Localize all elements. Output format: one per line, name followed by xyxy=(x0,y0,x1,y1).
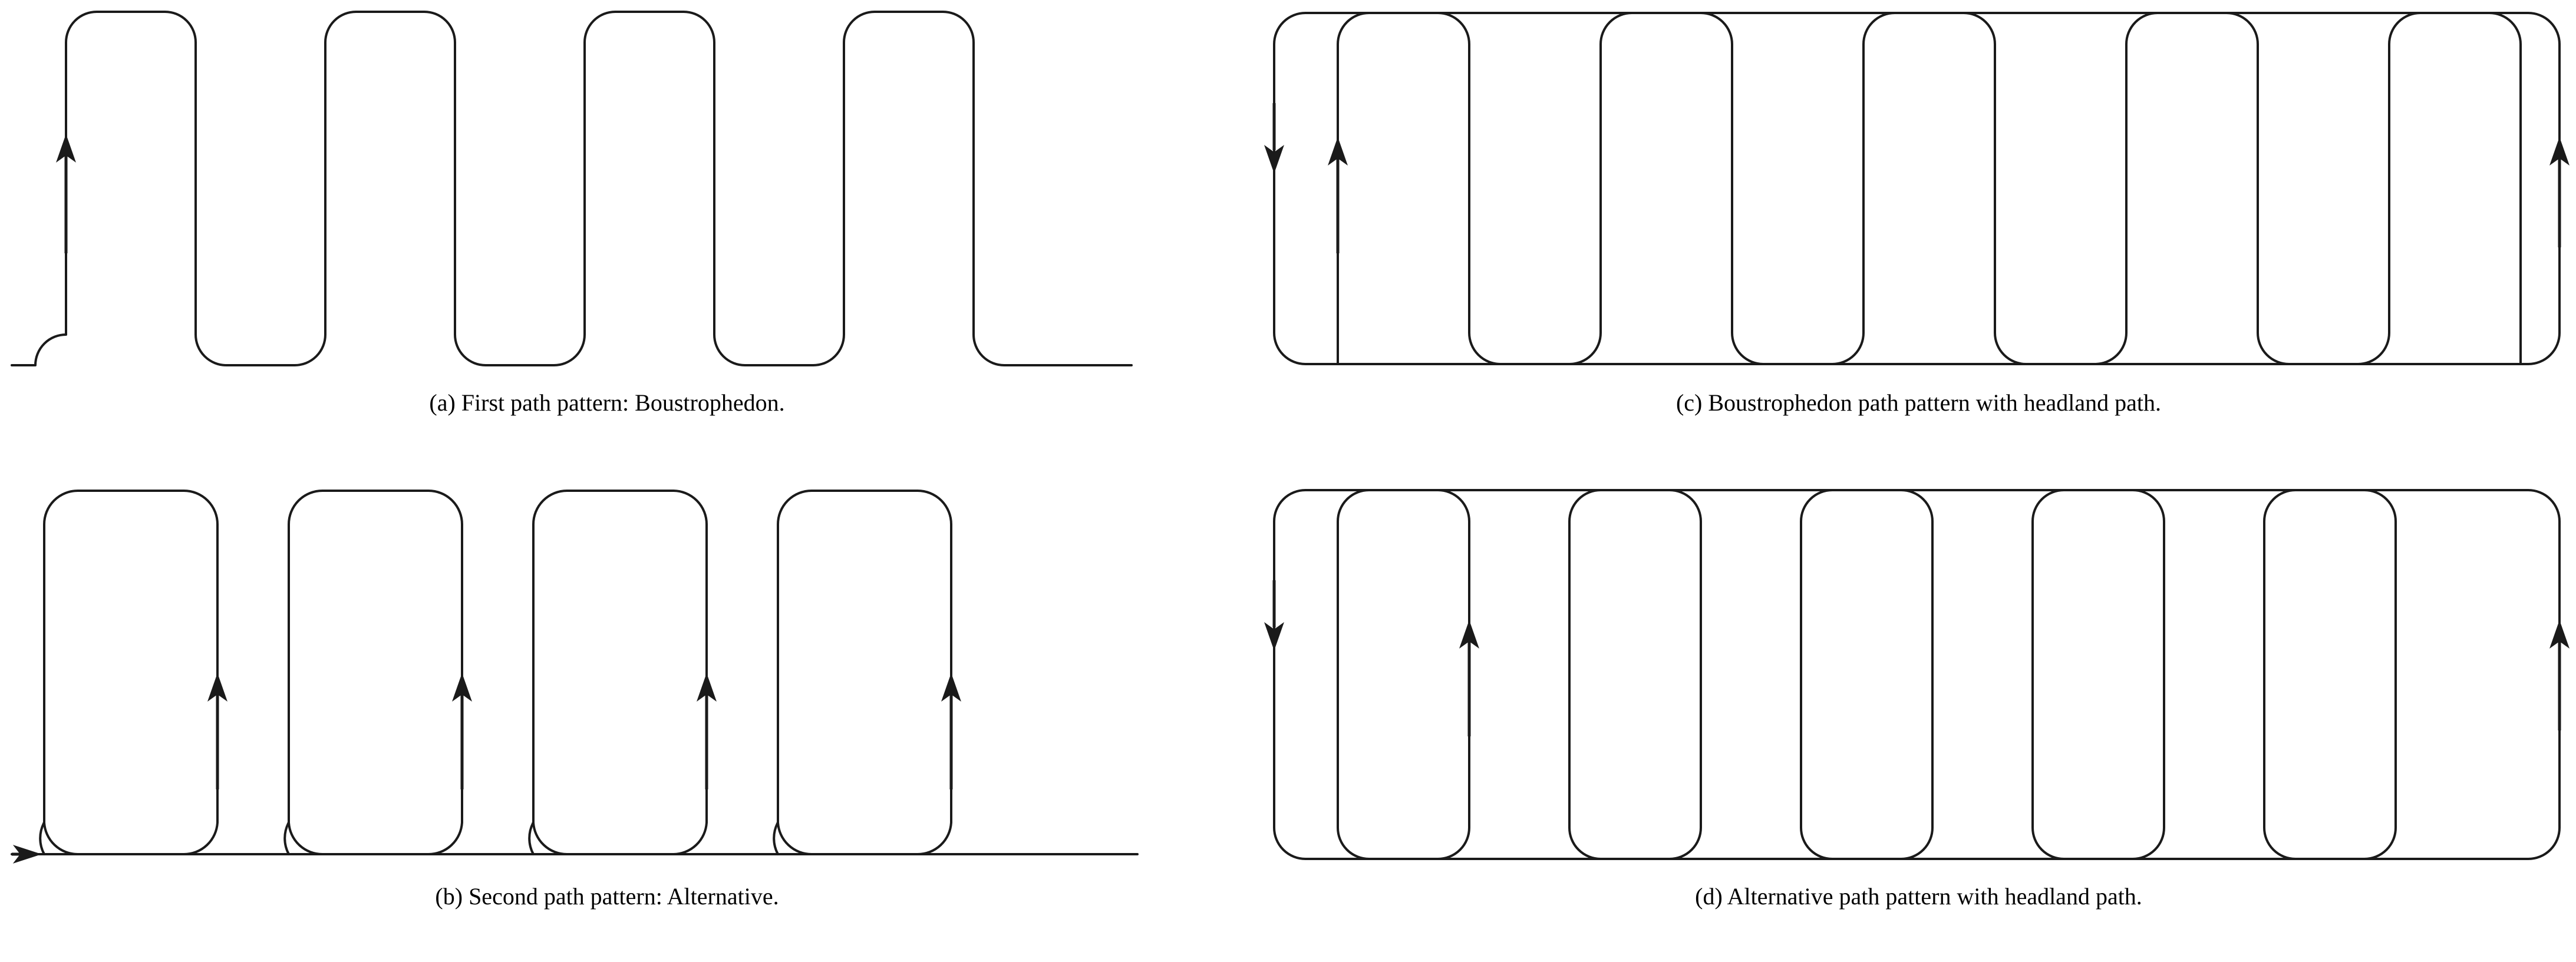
direction-arrow-up xyxy=(2551,140,2568,247)
boustrophedon-path-diagram xyxy=(0,0,1214,383)
direction-arrow-up xyxy=(1330,140,1346,253)
start-arrow-right xyxy=(12,847,39,862)
panel-d-caption: (d) Alternative path pattern with headland path. xyxy=(1695,883,2142,910)
direction-arrow-up xyxy=(209,676,226,789)
direction-arrow-down xyxy=(1266,103,1282,171)
panel-c-caption: (c) Boustrophedon path pattern with headland path. xyxy=(1675,389,2162,416)
direction-arrow-up xyxy=(943,676,959,789)
figure-panel-a xyxy=(0,0,1214,448)
panel-d-drawing xyxy=(1261,477,2576,878)
direction-arrow-up xyxy=(2551,623,2568,730)
boustrophedon-headland-path-diagram xyxy=(1261,0,2576,383)
direction-arrow-up xyxy=(58,137,74,253)
direction-arrow-down xyxy=(1266,580,1282,648)
panel-a-caption: (a) First path pattern: Boustrophedon. xyxy=(429,389,785,416)
figure-panel-c xyxy=(1261,0,2576,448)
alternative-path-diagram xyxy=(0,477,1214,878)
direction-arrow-up xyxy=(1461,623,1477,736)
direction-arrow-up xyxy=(698,676,715,789)
panel-c-drawing xyxy=(1261,0,2576,383)
panel-a-drawing xyxy=(0,0,1214,383)
figure-panel-d xyxy=(1261,477,2576,943)
figure-panel-b xyxy=(0,477,1214,943)
alternative-headland-path-diagram xyxy=(1261,477,2576,878)
panel-b-caption: (b) Second path pattern: Alternative. xyxy=(435,883,779,910)
direction-arrow-up xyxy=(454,676,470,789)
panel-b-drawing xyxy=(0,477,1214,878)
